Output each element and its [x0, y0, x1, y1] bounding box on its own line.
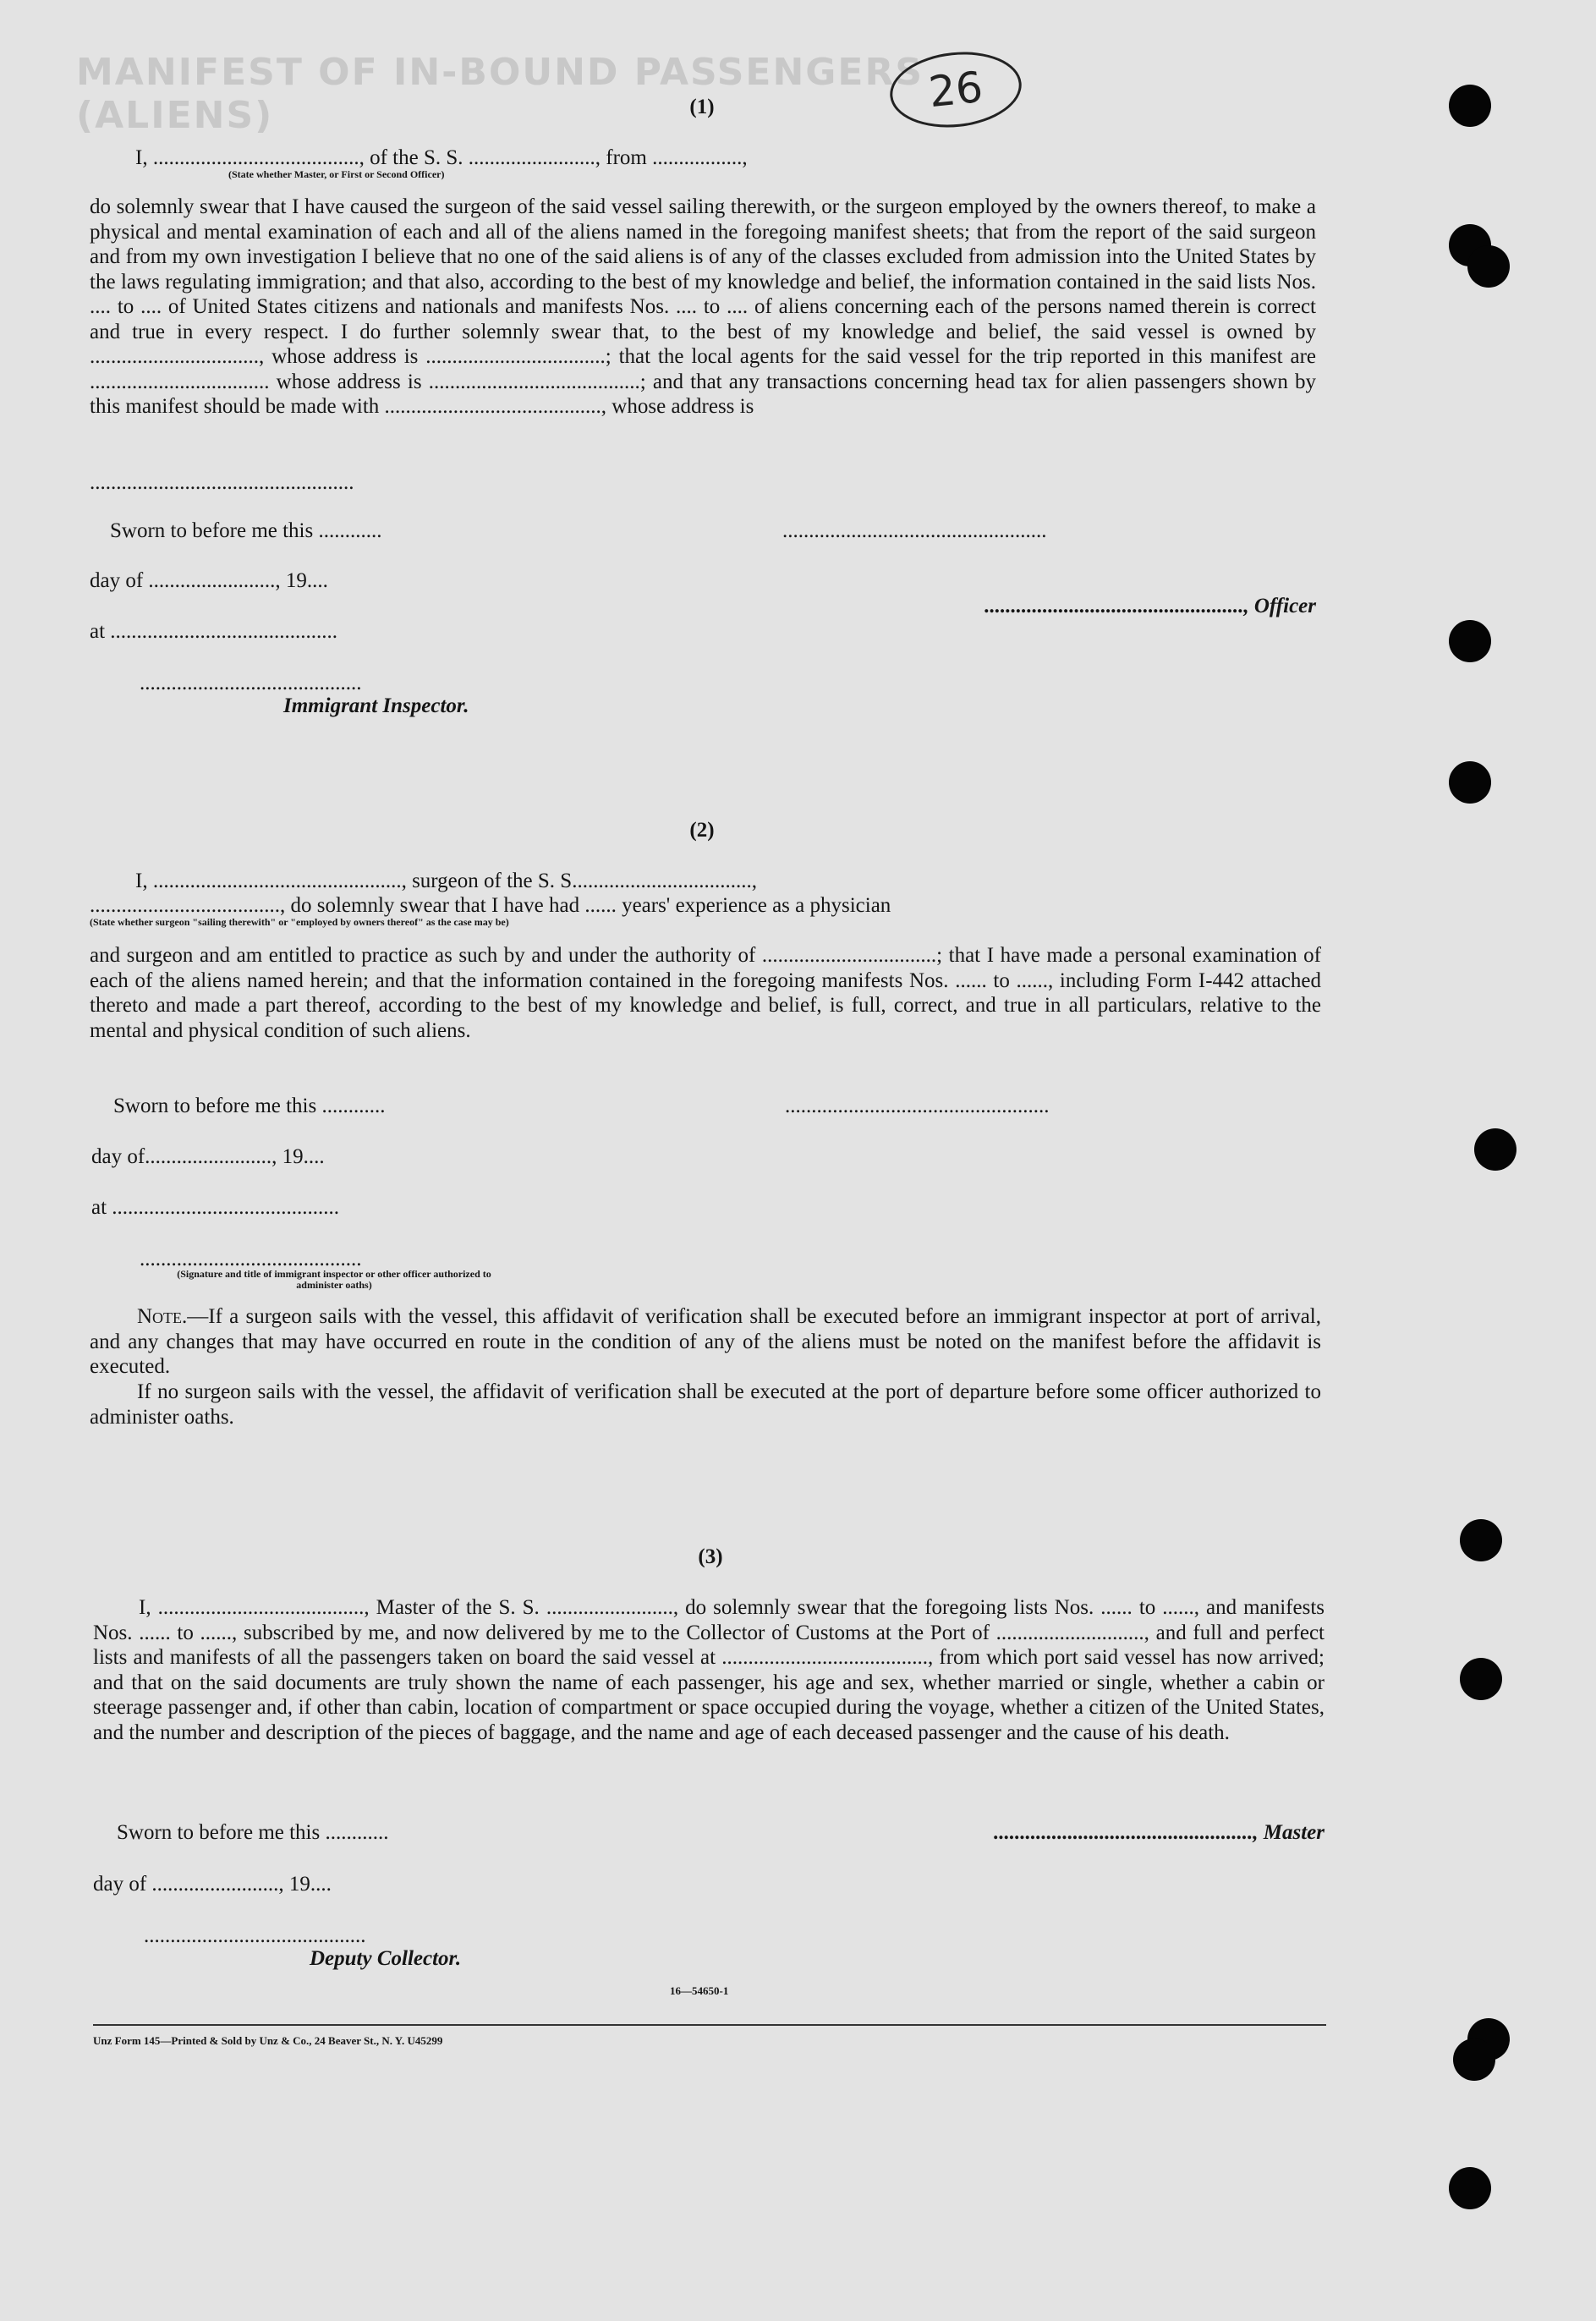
section-1-master-line: I, ......................................., of the S. S. ........................, from ................., [135, 146, 748, 169]
section-3-oath-text: I, ......................................., Master of the S. S. ........................, do solemnly swear that the foregoing lists Nos. ...... to ......, and manifests Nos. ...... to ......, subscribed by me, and now delivered by me to the Collector of Customs at the Port of ............................, and full and perfect lists and manifests of all the passengers taken on board the said vessel at ......................................., from which port said vessel has now arrived; and that on the said documents are truly shown the name of each passenger, his age and sex, whether married or single, whether a cabin or steerage passenger and, if other than cabin, location of compartment or space occupied during the voyage, whether a citizen of the United States, and the number and description of the pieces of baggage, and the name and age of each deceased passenger and the cause of his death. [93, 1596, 1325, 1744]
punch-hole [1460, 1519, 1502, 1561]
master-label: ................................................., Master [994, 1821, 1325, 1844]
form-code: 16—54650-1 [670, 1984, 729, 1997]
section-1-day: day of ........................, 19.... [90, 569, 328, 592]
section-2-day: day of........................, 19.... [91, 1145, 325, 1168]
section-1-number: (1) [689, 96, 715, 118]
section-2-oath-text: and surgeon and am entitled to practice as such by and under the authority of .................................; that I have made a personal examination of each of the aliens named herein; and that the information contained in the foregoing manifests Nos. ...... to ......, including Form I-442 attached thereto and made a part thereof, according to the best of my knowledge and belief, is full, correct, and true in all particulars, relative to the mental and physical condition of such aliens. [90, 944, 1321, 1042]
section-2-note [90, 1304, 1321, 1380]
section-2-number: (2) [689, 819, 715, 842]
note-text: —If a surgeon sails with the vessel, this affidavit of verification shall be executed before an immigrant inspector at port of arrival, and any changes that may have occurred en route in the condition of any of the aliens must be noted on the manifest before the affidavit is executed. [90, 1305, 1321, 1378]
section-3-sworn: Sworn to before me this ............ [117, 1821, 389, 1844]
section-1-at: at ........................................... [90, 620, 338, 643]
note-label: Note. [137, 1305, 188, 1328]
section-1-officer-line [761, 594, 1316, 619]
section-2-sworn: Sworn to before me this ............ [113, 1095, 386, 1117]
section-3-day: day of ........................, 19.... [93, 1873, 332, 1896]
punch-hole [1449, 761, 1491, 804]
punch-hole [1453, 2038, 1495, 2081]
punch-hole [1467, 245, 1510, 288]
punch-hole [1449, 2167, 1491, 2209]
section-2-surgeon-line: I, ..............................................., surgeon of the S. S.................................., [135, 870, 757, 892]
section-3-master-line [770, 1820, 1325, 1846]
bleed-through-header: MANIFEST OF IN-BOUND PASSENGERS (ALIENS) [76, 51, 924, 137]
section-2-surgeon-hint: (State whether surgeon "sailing therewith" or "employed by owners thereof" as the case may be) [90, 916, 509, 928]
section-1-body-tail: .................................................. [90, 471, 354, 494]
section-1-inspector-line: .......................................... [140, 672, 362, 694]
section-2-note-2: If no surgeon sails with the vessel, the affidavit of verification shall be executed at the port of departure before some officer authorized to administer oaths. [90, 1380, 1321, 1429]
page-number-circle: 26 [886, 46, 1025, 134]
section-1-oath-text: do solemnly swear that I have caused the surgeon of the said vessel sailing therewith, or the surgeon employed by the owners thereof, to make a physical and mental examination of each and all of the aliens named in the foregoing manifest sheets; that from the report of the said surgeon and from my own investigation I believe that no one of the said aliens is of any of the classes excluded from admission into the United States by the laws regulating immigration; and that also, according to the best of my knowledge and belief, the information contained in the said lists Nos. .... to .... of United States citizens and nationals and manifests Nos. .... to .... of aliens concerning each of the persons named therein is correct and true in every respect. I do further solemnly swear that, to the best of my knowledge and belief, the said vessel is owned by ................................, whose address is ..................................; that the local agents for the said vessel for the trip reported in this manifest are .................................. whose address is ........................................; and that any transactions concerning head tax for alien passengers shown by this manifest should be made with ........................................., whose address is [90, 195, 1316, 418]
section-1-master-hint: (State whether Master, or First or Second Officer) [228, 168, 445, 180]
section-2-sign-hint: (Signature and title of immigrant inspector or other officer authorized to administer oaths) [177, 1268, 491, 1291]
footer-imprint: Unz Form 145—Printed & Sold by Unz & Co., 24 Beaver St., N. Y. U45299 [93, 2034, 443, 2047]
section-3-number: (3) [698, 1545, 723, 1568]
footer-rule [93, 2024, 1326, 2026]
section-1-inspector-label: Immigrant Inspector. [283, 694, 469, 717]
punch-hole [1474, 1128, 1516, 1171]
section-3-collector-label: Deputy Collector. [310, 1947, 462, 1970]
section-1-signature-line: .................................................. [782, 519, 1047, 542]
section-2-experience-line: ...................................., do solemnly swear that I have had ...... years' experience as a physician [90, 894, 891, 917]
section-1-sworn: Sworn to before me this ............ [110, 519, 382, 542]
punch-hole [1449, 620, 1491, 662]
section-2-sign-line: .......................................... [140, 1248, 362, 1270]
officer-label: ................................................., Officer [984, 595, 1316, 617]
punch-hole [1449, 85, 1491, 127]
punch-hole [1460, 1658, 1502, 1700]
section-2-at: at ........................................... [91, 1196, 340, 1219]
section-3-collector-line: .......................................... [144, 1924, 366, 1947]
section-2-signature-line: .................................................. [785, 1095, 1050, 1117]
